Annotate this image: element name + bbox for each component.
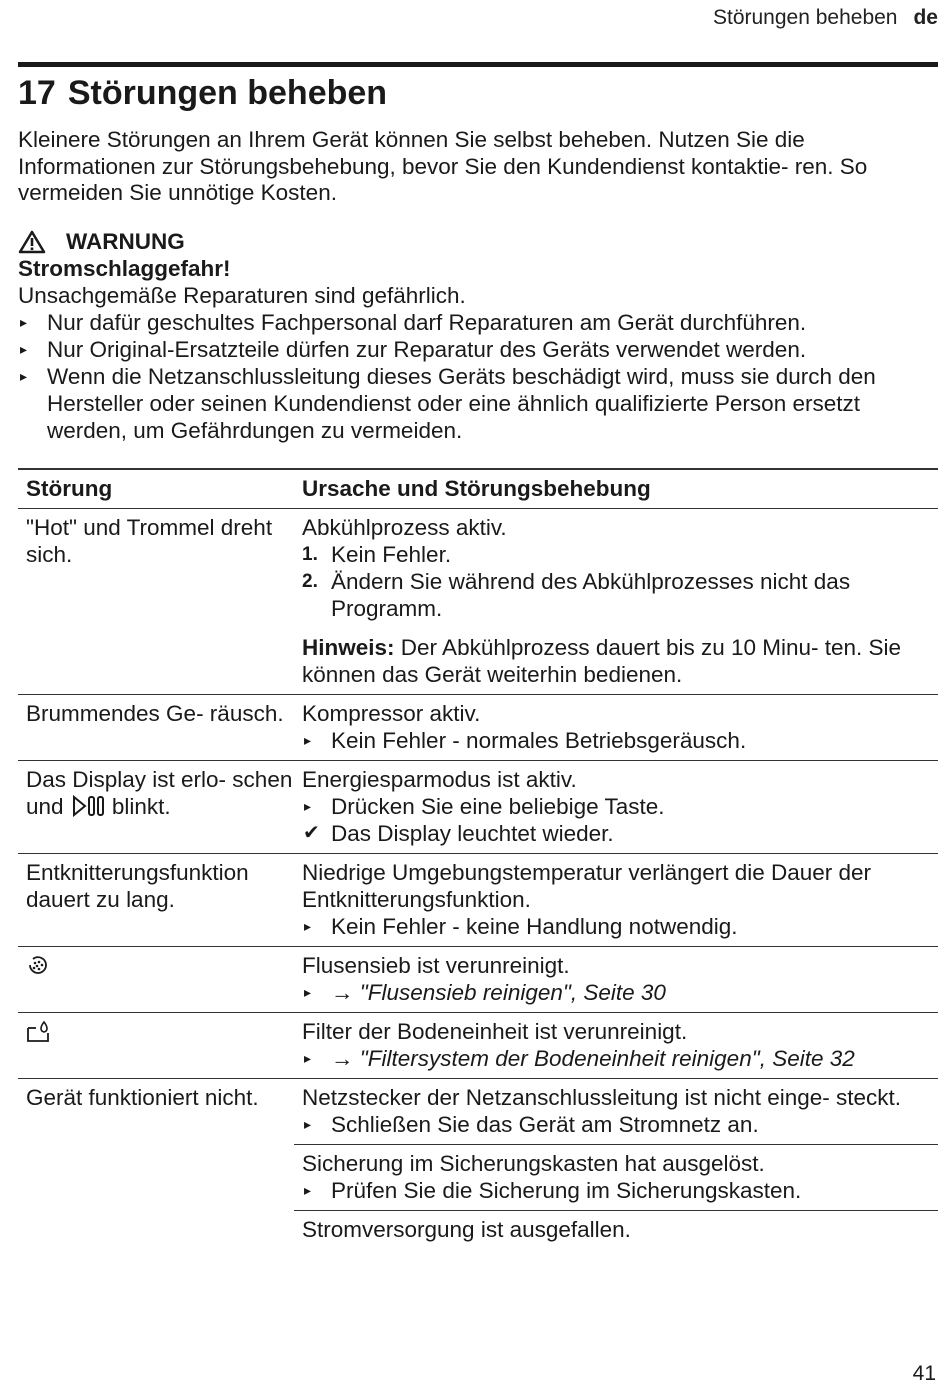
base-unit-filter-icon bbox=[26, 1020, 52, 1044]
warning-item: ▸ Nur Original-Ersatzteile dürfen zur Reparatur des Geräts verwendet werden. bbox=[20, 337, 807, 362]
fault-cell bbox=[18, 947, 294, 1012]
bullet-triangle-icon: ▸ bbox=[304, 1116, 312, 1132]
cause-cell bbox=[294, 1079, 938, 1249]
warning-triangle-icon bbox=[18, 230, 46, 254]
cause-cell: Abkühlprozess aktiv. 1. Kein Fehler. 2. Ändern Sie während des Abkühlprozesses nicht das Programm. Hinweis: Der Abkühlprozess dauert bis zu 10 Minu- ten. Sie können das Gerät weiterhin bedienen. bbox=[294, 509, 938, 694]
bullet-triangle-icon: ▸ bbox=[304, 918, 312, 934]
warning-subtitle: Stromschlaggefahr! bbox=[18, 256, 231, 281]
bullet-triangle-icon: ▸ bbox=[20, 368, 28, 384]
table-row bbox=[18, 760, 938, 853]
header-fault: Störung bbox=[26, 476, 113, 501]
bullet-triangle-icon: ▸ bbox=[304, 1050, 312, 1066]
bullet-triangle-icon: ▸ bbox=[304, 984, 312, 1000]
page-number: 41 bbox=[912, 1362, 936, 1385]
bullet-triangle-icon: ▸ bbox=[20, 341, 28, 357]
fault-cell: Das Display ist erlo- schen und blinkt. bbox=[26, 767, 293, 819]
table-row bbox=[18, 946, 938, 1012]
table-row bbox=[18, 694, 938, 760]
fault-cell bbox=[18, 1013, 294, 1078]
bullet-triangle-icon: ▸ bbox=[304, 732, 312, 748]
warning-heading bbox=[18, 228, 943, 255]
intro-paragraph: Kleinere Störungen an Ihrem Gerät können Sie selbst beheben. Nutzen Sie die Informationen zur Störungsbehebung, bevor Sie den Kundendienst kontaktie- ren. So vermeiden Sie unnötige Kosten. bbox=[18, 127, 868, 205]
table-row bbox=[18, 508, 938, 694]
warning-item: ▸ Nur dafür geschultes Fachpersonal darf Reparaturen am Gerät durchführen. bbox=[20, 310, 807, 335]
warning-item: ▸ Wenn die Netzanschlussleitung dieses Geräts beschädigt wird, muss sie durch den Hersteller oder seinen Kundendienst oder eine ähnlich qualifizierte Person ersetzt werden, um Gefährdungen zu vermeiden. bbox=[20, 364, 876, 443]
warning-label: WARNUNG bbox=[66, 229, 185, 254]
cause-subcell: Netzstecker der Netzanschlussleitung ist nicht einge- steckt. ▸ Schließen Sie das Gerät am Stromnetz an. bbox=[302, 1085, 902, 1137]
checkmark-icon: ✔ bbox=[303, 822, 320, 844]
table-header-row bbox=[18, 468, 938, 508]
fault-cell: Gerät funktioniert nicht. bbox=[26, 1085, 259, 1110]
cause-cell: Energiesparmodus ist aktiv. ▸ Drücken Sie eine beliebige Taste. ✔ Das Display leuchtet wieder. bbox=[302, 767, 665, 846]
cause-subcell: Sicherung im Sicherungskasten hat ausgelöst. ▸ Prüfen Sie die Sicherung im Sicherungskasten. bbox=[294, 1144, 938, 1210]
cause-cell: Kompressor aktiv. ▸ Kein Fehler - normales Betriebsgeräusch. bbox=[302, 701, 747, 753]
header-cause: Ursache und Störungsbehebung bbox=[302, 476, 651, 501]
fault-cell: "Hot" und Trommel dreht sich. bbox=[26, 515, 273, 567]
bullet-triangle-icon: ▸ bbox=[304, 798, 312, 814]
cause-cell: Niedrige Umgebungstemperatur verlängert die Dauer der Entknitterungsfunktion. ▸ Kein Fehler - keine Handlung notwendig. bbox=[302, 860, 872, 939]
header-section: Störungen beheben bbox=[712, 6, 898, 29]
troubleshooting-table bbox=[18, 468, 938, 1249]
fault-cell: Brummendes Ge- räusch. bbox=[26, 701, 284, 726]
cross-reference-link[interactable]: "Filtersystem der Bodeneinheit reinigen", Seite 32 bbox=[359, 1046, 855, 1071]
warning-list bbox=[18, 309, 943, 444]
fault-cell: Entknitterungsfunktion dauert zu lang. bbox=[26, 860, 249, 912]
chapter-number: 17 bbox=[18, 74, 56, 112]
cause-cell: Filter der Bodeneinheit ist verunreinigt. ▸ → "Filtersystem der Bodeneinheit reinigen", Seite 32 bbox=[302, 1019, 855, 1071]
header-rule bbox=[18, 62, 938, 67]
page-header bbox=[713, 6, 938, 30]
bullet-triangle-icon: ▸ bbox=[304, 1182, 312, 1198]
table-row bbox=[18, 853, 938, 946]
note: Hinweis: Der Abkühlprozess dauert bis zu 10 Minu- ten. Sie können das Gerät weiterhin bedienen. bbox=[302, 635, 902, 687]
header-language: de bbox=[913, 6, 938, 29]
bullet-triangle-icon: ▸ bbox=[20, 314, 28, 330]
warning-text: Unsachgemäße Reparaturen sind gefährlich. bbox=[18, 283, 466, 308]
cause-subcell: Stromversorgung ist ausgefallen. bbox=[294, 1210, 938, 1249]
table-row bbox=[18, 1078, 938, 1249]
warning-box bbox=[18, 228, 943, 444]
cross-reference-link[interactable]: "Flusensieb reinigen", Seite 30 bbox=[359, 980, 666, 1005]
start-pause-icon bbox=[72, 795, 106, 817]
cause-cell: Flusensieb ist verunreinigt. ▸ → "Flusensieb reinigen", Seite 30 bbox=[302, 953, 666, 1005]
chapter-title bbox=[18, 74, 387, 113]
lint-filter-icon bbox=[26, 954, 50, 978]
table-row bbox=[18, 1012, 938, 1078]
chapter-title-text: Störungen beheben bbox=[67, 74, 388, 112]
